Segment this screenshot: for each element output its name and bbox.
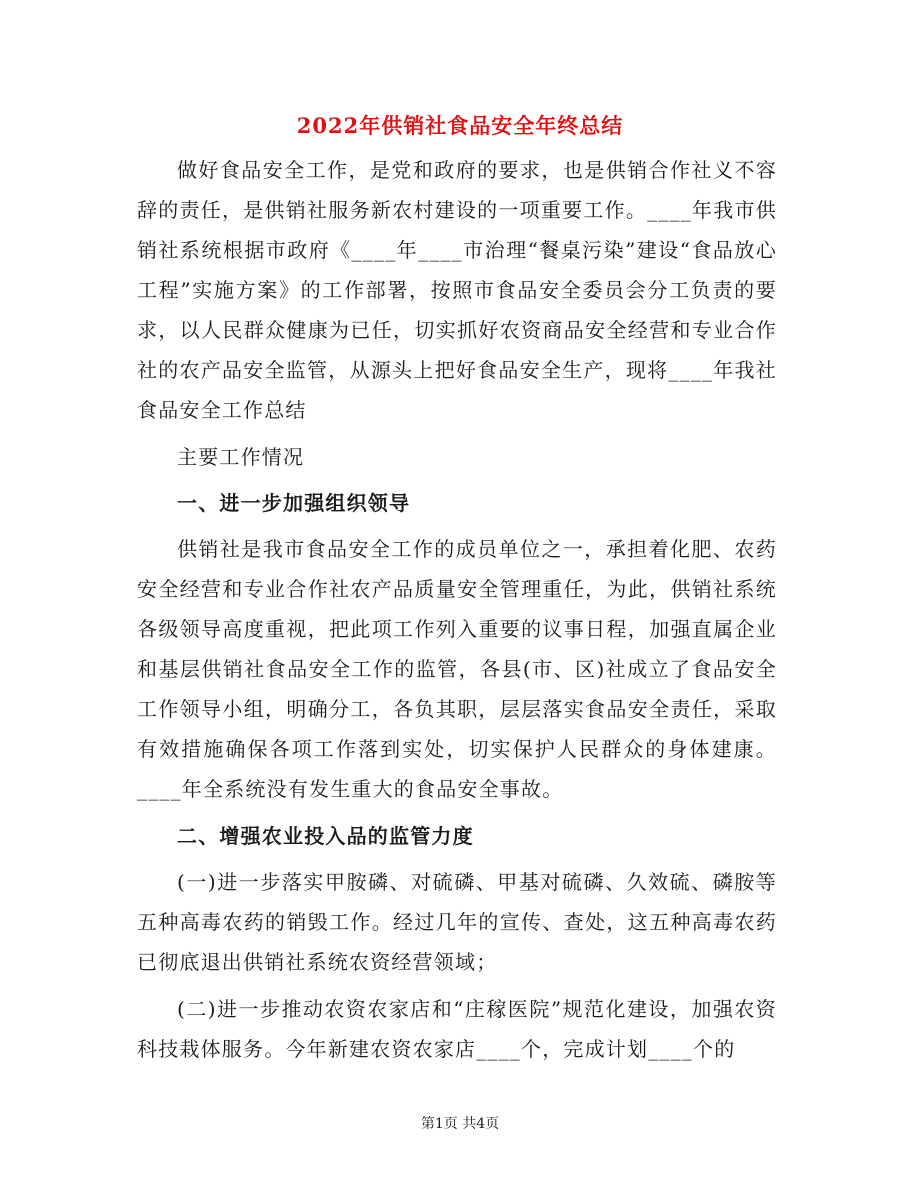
section2-item2-paragraph: (二)进一步推动农资农家店和“庄稼医院”规范化建设，加强农资科技栽体服务。今年新建农资农家店____个，完成计划____个的: [137, 997, 777, 1061]
section-main-heading: 主要工作情况: [177, 445, 305, 469]
document-body: [137, 150, 777, 1069]
section1-heading: 一、进一步加强组织领导: [177, 491, 411, 515]
document-title: 2022年供销社食品安全年终总结: [296, 113, 624, 138]
intro-paragraph: 做好食品安全工作，是党和政府的要求，也是供销合作社义不容辞的责任，是供销社服务新农村建设的一项重要工作。____年我市供销社系统根据市政府《____年____市治理“餐桌污染”建设“食品放心工程”实施方案》的工作部署，按照市食品安全委员会分工负责的要求，以人民群众健康为已任，切实抓好农资商品安全经营和专业合作社的农产品安全监管，从源头上把好食品安全生产，现将____年我社食品安全工作总结: [137, 158, 777, 422]
section1-paragraph: 供销社是我市食品安全工作的成员单位之一，承担着化肥、农药安全经营和专业合作社农产品质量安全管理重任，为此，供销社系统各级领导高度重视，把此项工作列入重要的议事日程，加强直属企业和基层供销社食品安全工作的监管，各县(市、区)社成立了食品安全工作领导小组，明确分工，各负其职，层层落实食品安全责任，采取有效措施确保各项工作落到实处，切实保护人民群众的身体建康。____年全系统没有发生重大的食品安全事故。: [137, 537, 777, 801]
section2-heading: 二、增强农业投入品的监管力度: [177, 824, 474, 848]
section2-item1-paragraph: (一)进一步落实甲胺磷、对硫磷、甲基对硫磷、久效硫、磷胺等五种高毒农药的销毁工作。经过几年的宣传、查处，这五种高毒农药已彻底退出供销社系统农资经营领域；: [137, 870, 777, 974]
page-footer: 第1页 共4页: [420, 1116, 500, 1132]
